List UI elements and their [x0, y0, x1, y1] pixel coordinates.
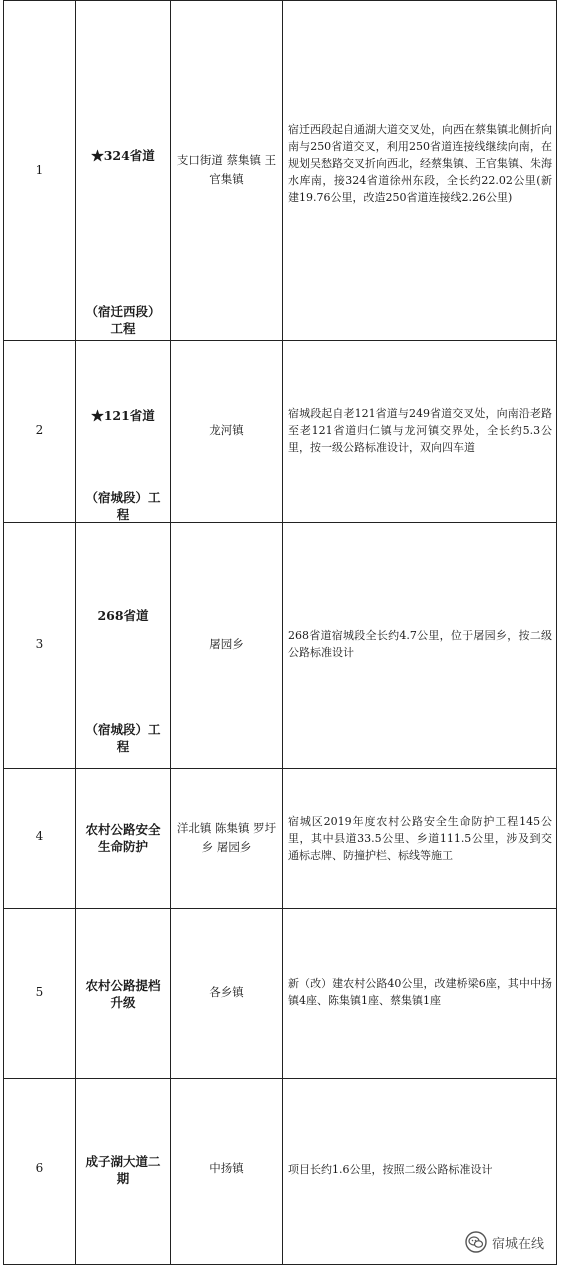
description-cell	[283, 341, 556, 522]
table-row	[4, 768, 556, 908]
description-text: 宿城段起自老121省道与249省道交叉处，向南沿老路至老121省道归仁镇与龙河镇交界处，全长约5.3公里，按一级公路标准设计，双向四车道	[288, 407, 552, 454]
table-row	[4, 340, 556, 522]
location-cell	[171, 523, 283, 768]
location-cell	[171, 1, 283, 340]
row-number: 5	[35, 985, 44, 999]
location-cell	[171, 769, 283, 908]
row-number-cell	[4, 341, 76, 522]
row-number-cell	[4, 769, 76, 908]
description-cell	[283, 523, 556, 768]
description-cell	[283, 909, 556, 1078]
row-number-cell	[4, 523, 76, 768]
table-row	[4, 0, 556, 340]
project-name: ★324省道	[91, 148, 155, 163]
project-name-suffix: （宿城段）工程	[85, 722, 161, 754]
row-number-cell	[4, 1079, 76, 1265]
location-cell	[171, 1079, 283, 1265]
row-number: 2	[35, 423, 44, 437]
description-cell	[283, 769, 556, 908]
project-name-cell	[76, 1079, 171, 1265]
project-name-cell	[76, 341, 171, 522]
location-cell	[171, 909, 283, 1078]
row-number: 3	[35, 637, 44, 651]
description-cell	[283, 1, 556, 340]
project-name-cell	[76, 1, 171, 340]
project-name-cell	[76, 769, 171, 908]
location-text: 屠园乡	[209, 637, 244, 651]
table-row	[4, 522, 556, 768]
location-text: 洋北镇 陈集镇 罗圩乡 屠园乡	[176, 821, 277, 854]
row-number: 6	[35, 1161, 44, 1175]
row-number: 1	[35, 163, 44, 177]
row-number: 4	[35, 829, 44, 843]
project-name: ★121省道	[91, 408, 155, 423]
description-text: 项目长约1.6公里，按照二级公路标准设计	[288, 1163, 493, 1176]
project-name-suffix: （宿迁西段）工程	[85, 304, 161, 336]
project-table	[3, 0, 557, 1265]
location-text: 各乡镇	[209, 985, 244, 999]
project-name: 农村公路安全生命防护	[85, 822, 161, 854]
project-name-cell	[76, 909, 171, 1078]
watermark-text: 宿城在线	[491, 1236, 544, 1252]
description-text: 宿迁西段起自通湖大道交叉处，向西在蔡集镇北侧折向南与250省道交叉，利用250省道连接线继续向南，在规划吴愁路交叉折向西北，经蔡集镇、王官集镇、朱海水库南，接324省道徐州东段，全长约22.02公里(新建19.76公里，改造250省道连接线2.26公里)	[288, 123, 552, 204]
description-text: 宿城区2019年度农村公路安全生命防护工程145公里，其中县道33.5公里、乡道111.5公里，涉及到交通标志牌、防撞护栏、标线等施工	[288, 815, 552, 862]
project-name: 成子湖大道二期	[85, 1154, 161, 1186]
project-name: 农村公路提档升级	[85, 978, 161, 1010]
source-watermark	[461, 1229, 548, 1255]
project-name-cell	[76, 523, 171, 768]
location-text: 中扬镇	[209, 1161, 244, 1175]
table-row	[4, 908, 556, 1078]
wechat-official-account-icon	[465, 1231, 487, 1253]
row-number-cell	[4, 1, 76, 340]
location-cell	[171, 341, 283, 522]
location-text: 支口街道 蔡集镇 王官集镇	[176, 153, 277, 186]
project-name: 268省道	[97, 608, 149, 623]
description-text: 新（改）建农村公路40公里，改建桥梁6座，其中中扬镇4座、陈集镇1座、蔡集镇1座	[288, 977, 552, 1007]
location-text: 龙河镇	[209, 423, 244, 437]
project-name-suffix: （宿城段）工程	[85, 490, 161, 522]
description-text: 268省道宿城段全长约4.7公里，位于屠园乡，按二级公路标准设计	[288, 629, 552, 659]
row-number-cell	[4, 909, 76, 1078]
